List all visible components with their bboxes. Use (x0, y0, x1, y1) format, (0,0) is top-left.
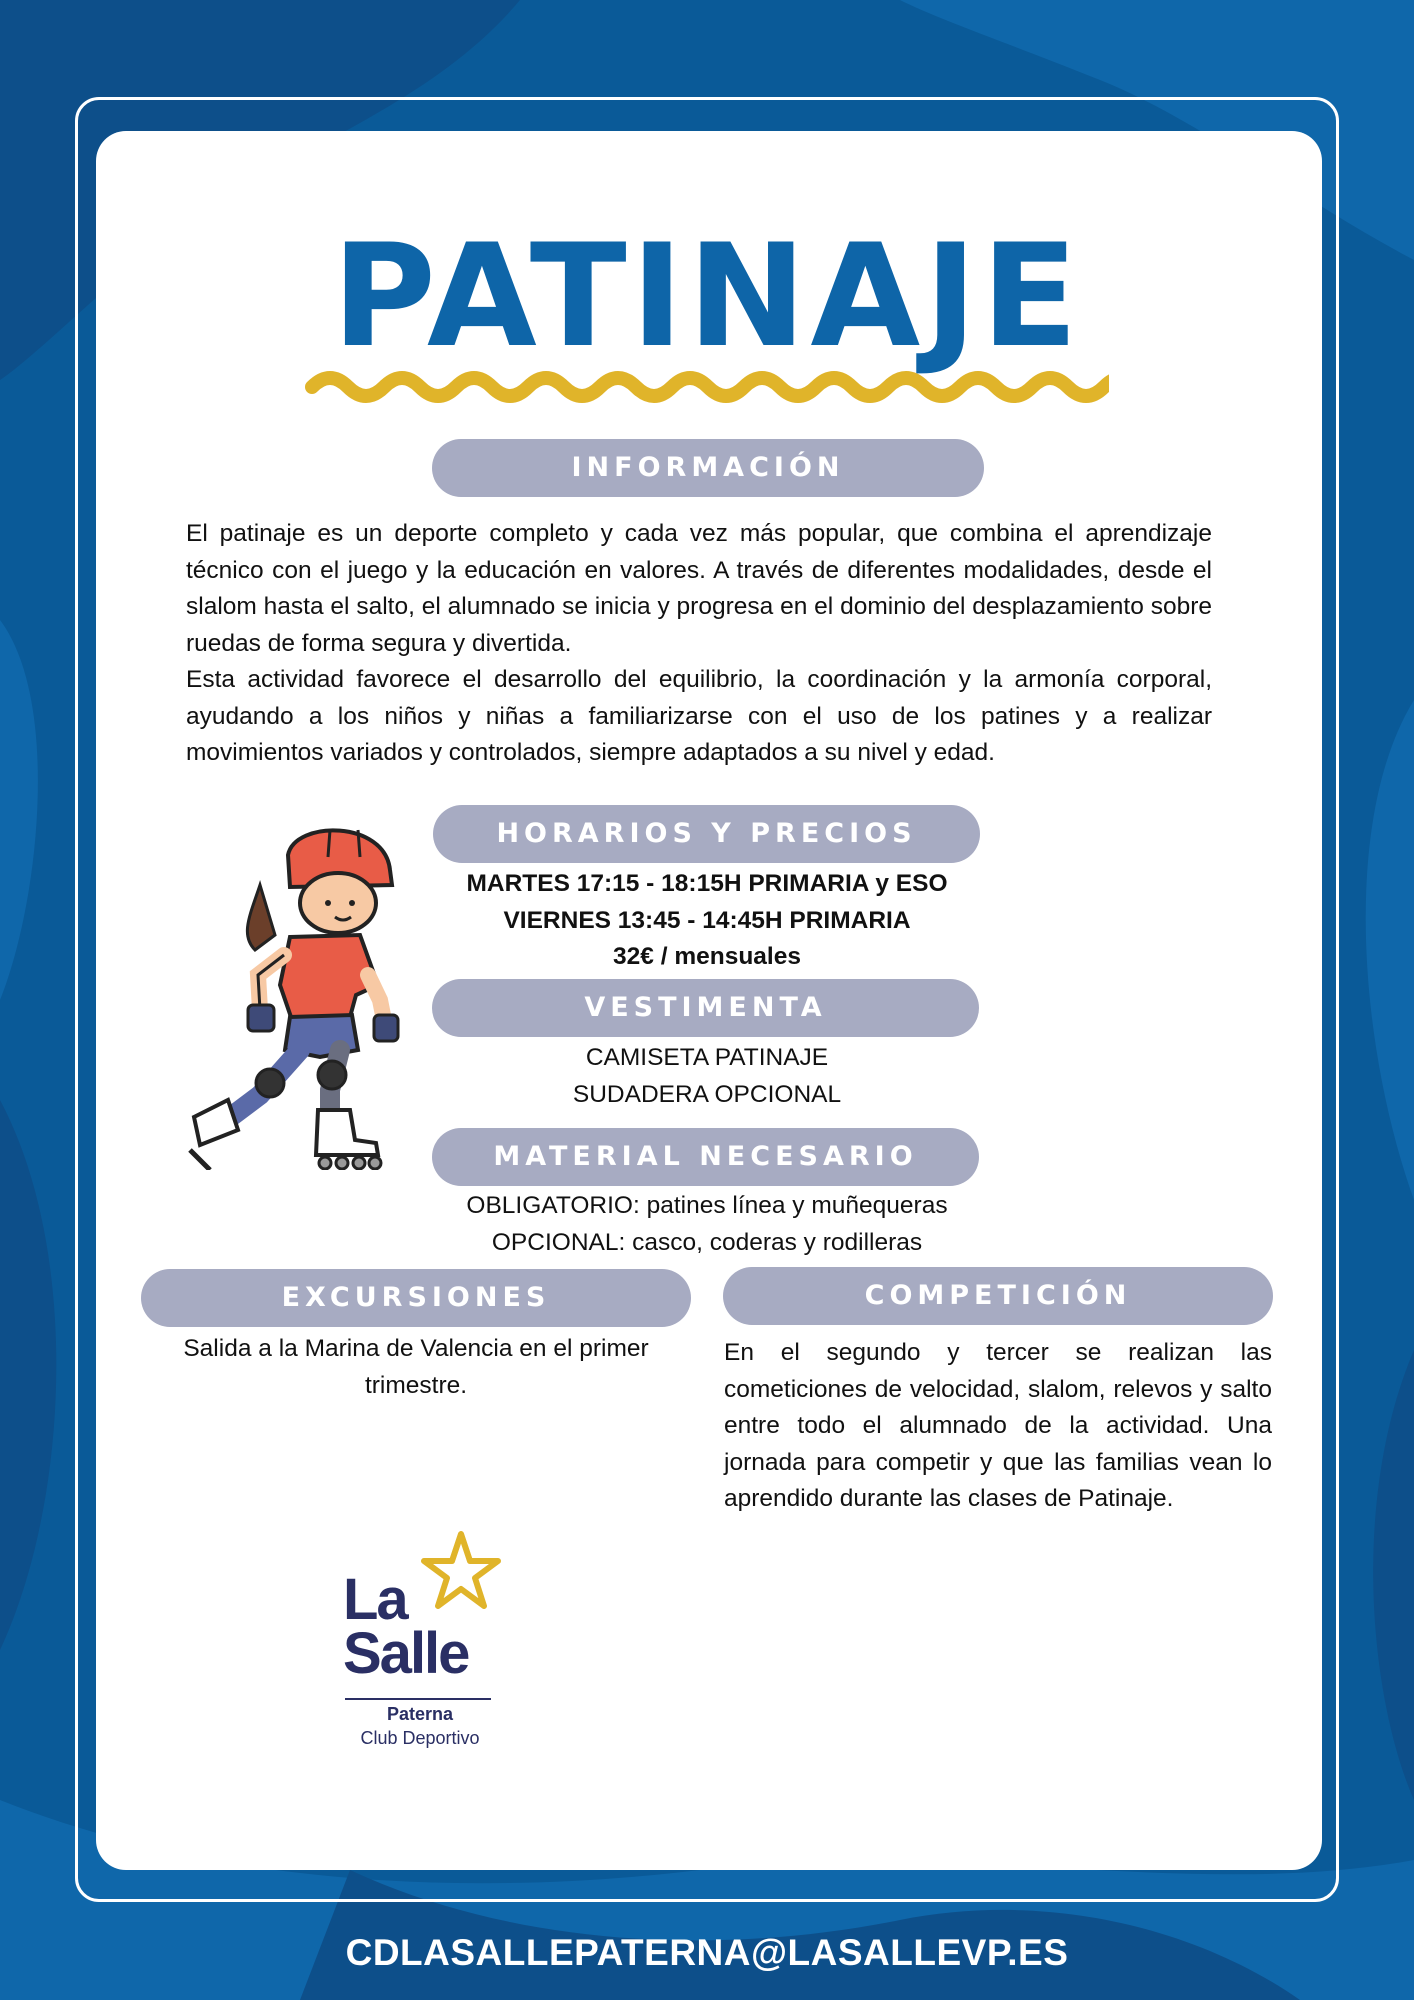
excursiones-text: Salida a la Marina de Valencia en el primer trimestre. (183, 1335, 649, 1399)
material-line-1: OBLIGATORIO: patines línea y muñequeras (466, 1192, 948, 1219)
horarios-line-2: VIERNES 13:45 - 14:45H PRIMARIA (503, 906, 911, 934)
logo-subtitle-club: Club Deportivo (360, 1728, 480, 1748)
contact-email[interactable]: CDLASALLEPATERNA@LASALLEVP.ES (345, 1932, 1069, 1973)
material-line-2: OPCIONAL: casco, coderas y rodilleras (491, 1228, 923, 1256)
competicion-heading: COMPETICIÓN (723, 1267, 1273, 1325)
vestimenta-text (400, 1040, 1014, 1113)
logo-subtitle-paterna: Paterna (386, 1704, 454, 1724)
roller-skater-icon (180, 825, 420, 1170)
vestimenta-heading: VESTIMENTA (432, 979, 979, 1037)
page-title: PATINAJE (331, 214, 1083, 379)
competicion-text: En el segundo y tercer se realizan las cometiciones de velocidad, slalom, relevos y salto entre todo el alumnado de la actividad. Una jornada para competir y que las familias vean lo aprendido durante las clases de Patinaje. (724, 1339, 1272, 1512)
vestimenta-line-1: CAMISETA PATINAJE (585, 1044, 829, 1071)
star-icon (421, 1530, 501, 1610)
informacion-text (186, 516, 1212, 772)
horarios-text (400, 866, 1014, 976)
logo-text-salle: Salle (343, 1621, 469, 1686)
material-heading: MATERIAL NECESARIO (432, 1128, 979, 1186)
vestimenta-line-2: SUDADERA OPCIONAL (572, 1080, 842, 1108)
squiggle-underline-icon (304, 365, 1109, 413)
excursiones-heading: EXCURSIONES (141, 1269, 691, 1327)
horarios-heading: HORARIOS Y PRECIOS (433, 805, 980, 863)
informacion-paragraph-1: El patinaje es un deporte completo y cada vez más popular, que combina el aprendizaje técnico con el juego y la educación en valores. A través de diferentes modalidades, desde el slalom hasta el salto, el alumnado se inicia y progresa en el dominio del desplazamiento sobre ruedas de forma segura y divertida. (186, 520, 1212, 657)
informacion-heading: INFORMACIÓN (432, 439, 984, 497)
logo-text-la: La (343, 1567, 407, 1632)
material-text (400, 1188, 1014, 1261)
informacion-paragraph-2: Esta actividad favorece el desarrollo del equilibrio, la coordinación y la armonía corporal, ayudando a los niños y niñas a familiarizarse con el uso de los patines y a realizar movimientos variados y controlados, siempre adaptados a su nivel y edad. (186, 666, 1212, 766)
horarios-line-1: MARTES 17:15 - 18:15H PRIMARIA y ESO (466, 870, 948, 897)
logo-divider (345, 1698, 491, 1700)
la-salle-logo (335, 1530, 505, 1760)
horarios-price: 32€ / mensuales (613, 943, 801, 970)
